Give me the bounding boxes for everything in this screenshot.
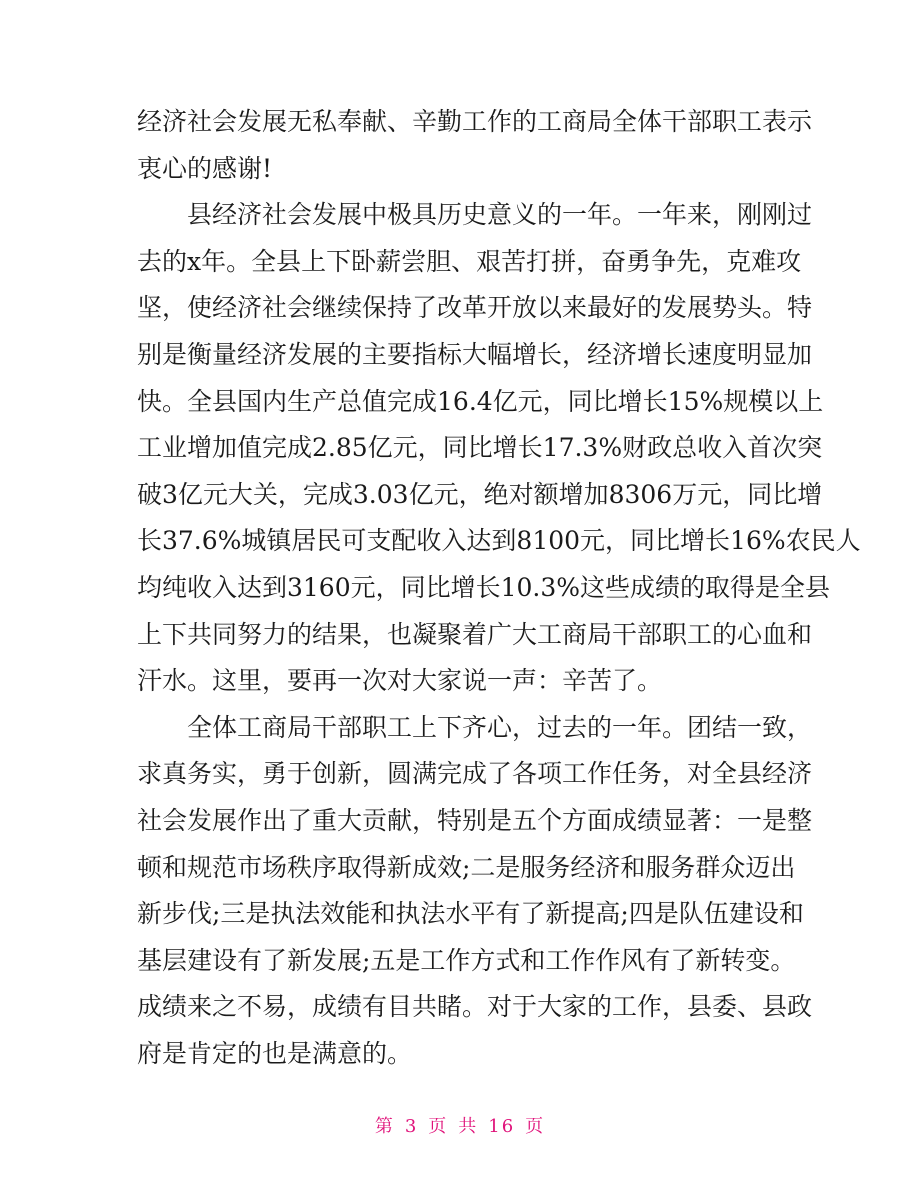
- text-line: 坚，使经济社会继续保持了改革开放以来最好的发展势头。特: [137, 293, 813, 323]
- footer-label-page: 第: [374, 1116, 395, 1137]
- text-line: 顿和规范市场秩序取得新成效;二是服务经济和服务群众迈出: [137, 852, 796, 882]
- document-body: [137, 99, 861, 1077]
- text-line: 长37.6%城镇居民可支配收入达到8100元，同比增长16%农民人: [137, 526, 861, 556]
- text-line: 社会发展作出了重大贡献，特别是五个方面成绩显著：一是整: [137, 805, 813, 835]
- footer-label-total: 共: [458, 1116, 479, 1137]
- text-line: 上下共同努力的结果，也凝聚着广大工商局干部职工的心血和: [137, 619, 813, 649]
- text-line: 新步伐;三是执法效能和执法水平有了新提高;四是队伍建设和: [137, 899, 804, 929]
- total-pages-number: 16: [488, 1116, 516, 1137]
- paragraph-start-line: 全体工商局干部职工上下齐心，过去的一年。团结一致，: [187, 712, 813, 742]
- text-line: 衷心的感谢!: [137, 153, 273, 183]
- text-line: 求真务实，勇于创新，圆满完成了各项工作任务，对全县经济: [137, 759, 813, 789]
- text-line: 基层建设有了新发展;五是工作方式和工作作风有了新转变。: [137, 945, 796, 975]
- text-line: 成绩来之不易，成绩有目共睹。对于大家的工作，县委、县政: [137, 992, 813, 1022]
- text-line: 去的x年。全县上下卧薪尝胆、艰苦打拼，奋勇争先，克难攻: [137, 246, 802, 276]
- text-line: 府是肯定的也是满意的。: [137, 1038, 413, 1068]
- text-line: 快。全县国内生产总值完成16.4亿元，同比增长15%规模以上: [137, 386, 824, 416]
- text-line: 工业增加值完成2.85亿元，同比增长17.3%财政总收入首次突: [137, 433, 823, 463]
- current-page-number: 3: [404, 1116, 419, 1137]
- text-line: 均纯收入达到3160元，同比增长10.3%这些成绩的取得是全县: [137, 572, 831, 602]
- footer-label-ye: 页: [428, 1116, 449, 1137]
- footer-label-ye-2: 页: [525, 1116, 546, 1137]
- text-line: 经济社会发展无私奉献、辛勤工作的工商局全体干部职工表示: [137, 107, 813, 136]
- text-line: 别是衡量经济发展的主要指标大幅增长，经济增长速度明显加: [137, 339, 813, 369]
- page-number-footer: [0, 1112, 920, 1138]
- text-line: 汗水。这里，要再一次对大家说一声：辛苦了。: [137, 666, 663, 696]
- paragraph-start-line: 县经济社会发展中极具历史意义的一年。一年来，刚刚过: [187, 200, 813, 230]
- text-line: 破3亿元大关，完成3.03亿元，绝对额增加8306万元，同比增: [137, 479, 823, 509]
